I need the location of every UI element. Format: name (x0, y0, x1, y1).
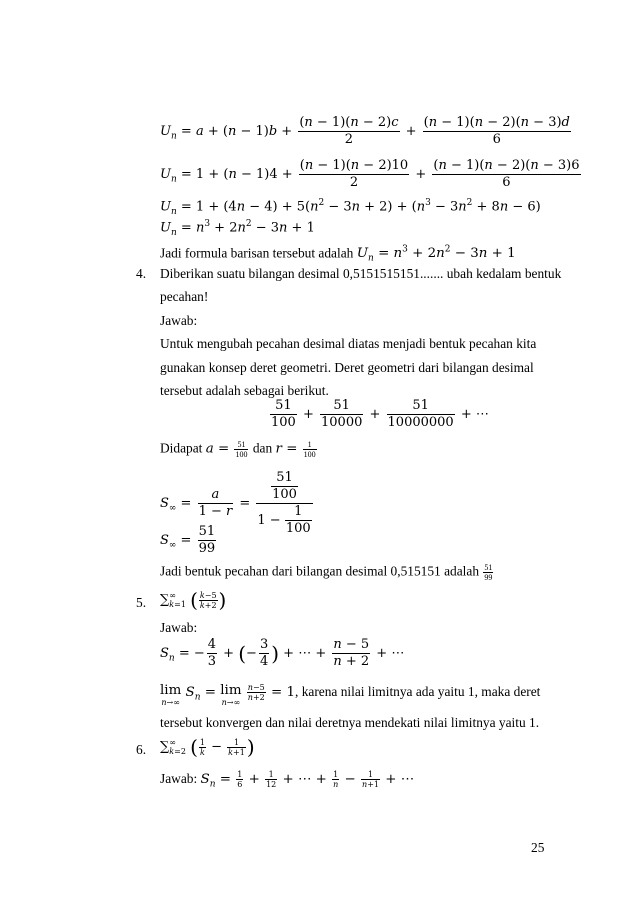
r-value: $\frac{1}{100}$ (303, 440, 316, 459)
a-value: $\frac{51}{100}$ (235, 440, 248, 459)
problem4-number: 4. (136, 266, 147, 281)
problem3-conclusion-formula: $U_n = n^3 + 2n^2 - 3n + 1$ (356, 245, 516, 265)
formula-un-substituted: $U_n = 1 + (n - 1)4$ + $\frac{(n - 1)(n - 2)10}{2}$ + $\frac{(n - 1)(n - 2)(n - 3)6}{6}$ (160, 158, 580, 190)
problem5-sn: $S_n$ = − $\frac{4}{3}$ + (− $\frac{3}{4}$ ) + ⋯ + $\frac{n - 5}{n + 2}$ + ⋯ (160, 637, 405, 669)
problem3-conclusion (160, 242, 516, 267)
problem5-answer-label: Jawab: (160, 620, 198, 635)
problem6-answer: Jawab: $S_n$ = $\frac{1}{6}$ + $\frac{1}{12}$ + ⋯ + $\frac{1}{n}$ − $\frac{1}{n+1}$ + ⋯ (160, 770, 415, 790)
dan-label: dan (252, 440, 273, 456)
problem4-question-line2: pecahan! (160, 289, 209, 304)
problem5-limit-text: , karena nilai limitnya ada yaitu 1, maka deret (295, 684, 541, 699)
didapat-label: Didapat (160, 440, 203, 456)
problem4-answer-label: Jawab: (160, 313, 198, 328)
s-infinity-result: $S_\infty$ = $\frac{51}{99}$ (160, 524, 216, 556)
problem4-didapat: Didapat a = $\frac{51}{100}$ dan r = $\frac{1}{100}$ (160, 440, 316, 459)
problem4-paragraph-line1: Untuk mengubah pecahan desimal diatas menjadi bentuk pecahan kita (160, 336, 537, 351)
problem6-series: ∑ ∞ k=2 ( $\frac{1}{k}$ − $\frac{1}{k+1}$ ) (160, 735, 255, 759)
s-infinity-formula: $S_\infty$ = $\frac{a}{1 - r}$ = $\frac{51}{100}$ 1 − $\frac{1}{100}$ (160, 470, 311, 536)
problem6-answer-label: Jawab: (160, 771, 198, 786)
problem5-limit: lim n→∞ $S_n$ = lim n→∞ $\frac{n-5}{n+2}$ = 1, karena nilai limitnya ada yaitu 1, maka deret (160, 683, 541, 707)
problem4-conclusion (160, 563, 494, 582)
formula-un-general: $U_n = a + (n - 1)b$ + $\frac{(n - 1)(n - 2)c}{2}$ + $\frac{(n - 1)(n - 2)(n - 3)d}{6}$ (160, 115, 570, 147)
problem4-result-fraction: $\frac{51}{99}$ (484, 563, 493, 582)
problem4-paragraph-line3: tersebut adalah sebagai berikut. (160, 383, 329, 398)
problem6-number: 6. (136, 742, 147, 757)
problem4-paragraph-line2: gunakan konsep deret geometri. Deret geometri dari bilangan desimal (160, 360, 534, 375)
problem3-conclusion-text: Jadi formula barisan tersebut adalah (160, 245, 354, 261)
geometric-series: $\frac{51}{100}$ + $\frac{51}{10000}$ + $\frac{51}{10000000}$ + ⋯ (271, 398, 489, 430)
problem5-conclusion: tersebut konvergen dan nilai deretnya mendekati nilai limitnya yaitu 1. (160, 715, 540, 730)
problem5-series: ∑ ∞ k=1 ( $\frac{k-5}{k+2}$ ) (160, 588, 227, 612)
problem4-conclusion-text: Jadi bentuk pecahan dari bilangan desimal 0,515151 adalah (160, 563, 480, 579)
page-number: 25 (531, 840, 545, 855)
formula-un-expanded: $U_n = 1 + (4n - 4) + 5(n^2 - 3n + 2) + (n^3 - 3n^2 + 8n - 6)$ (160, 198, 541, 217)
formula-un-final: $U_n = n^3 + 2n^2 - 3n + 1$ (160, 219, 315, 238)
problem4-question-line1: Diberikan suatu bilangan desimal 0,5151515151....... ubah kedalam bentuk (160, 266, 562, 281)
problem5-number: 5. (136, 595, 147, 610)
